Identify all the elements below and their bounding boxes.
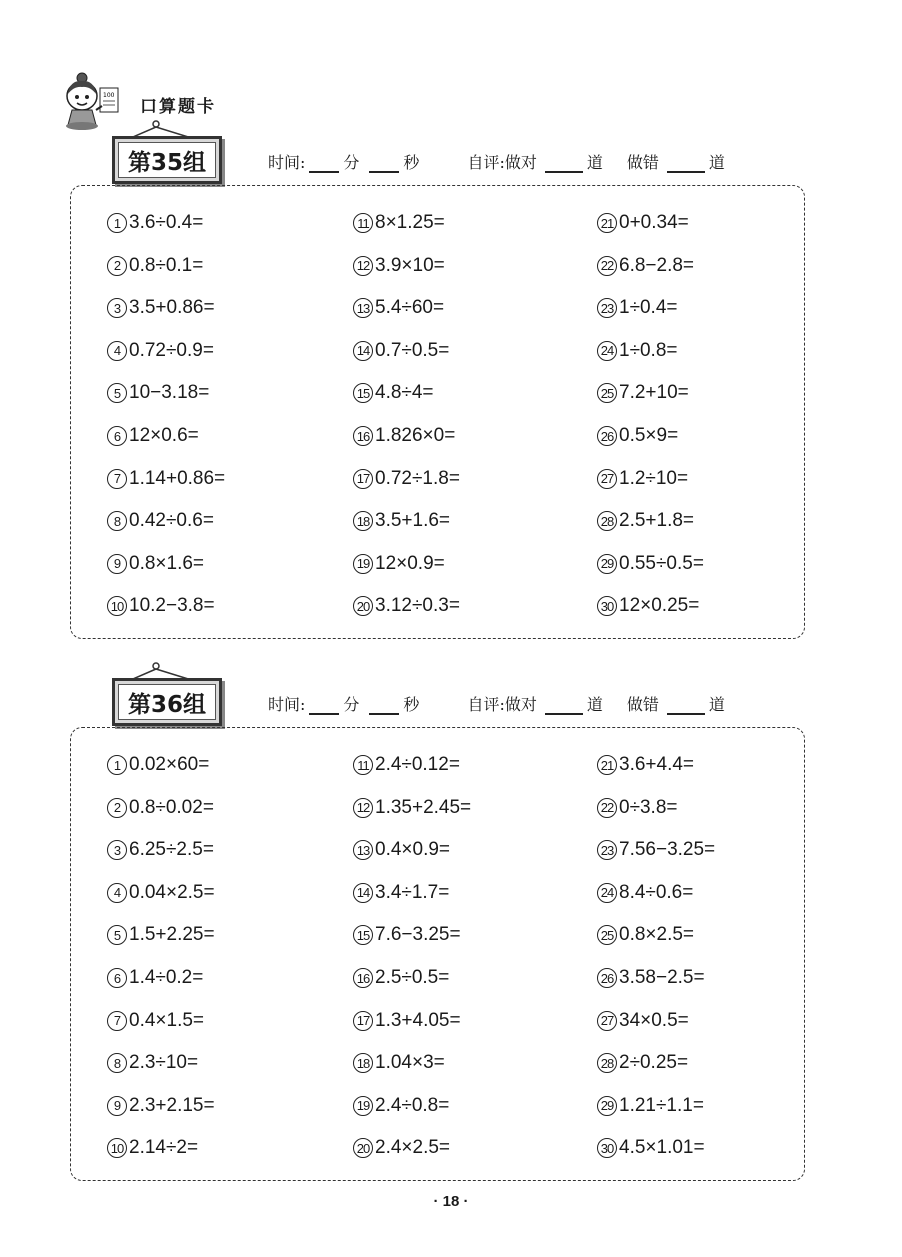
problem-number: 19 [353, 1096, 373, 1116]
problem-expression: 1.3+4.05= [375, 1009, 461, 1031]
problem-expression: 8.4÷0.6= [619, 881, 694, 903]
problem-expression: 0.72÷1.8= [375, 467, 460, 489]
problem-number: 14 [353, 341, 373, 361]
meta-row [268, 692, 725, 715]
problem-item [353, 1010, 461, 1032]
dao-label: 道 [586, 695, 603, 714]
problem-number: 6 [107, 426, 127, 446]
problem-item [107, 1052, 198, 1074]
dao-label: 道 [708, 153, 725, 172]
problem-expression: 12×0.9= [375, 552, 445, 574]
problem-expression: 0.8÷0.02= [129, 796, 214, 818]
problem-item [353, 754, 460, 776]
problem-expression: 1.5+2.25= [129, 924, 215, 946]
problem-number: 24 [597, 883, 617, 903]
minute-label: 分 [343, 695, 360, 714]
problem-item [597, 297, 678, 319]
correct-blank[interactable] [545, 155, 583, 173]
problem-number: 21 [597, 213, 617, 233]
wrong-label: 做错 [626, 695, 659, 714]
problem-expression: 4.5×1.01= [619, 1137, 705, 1159]
problem-item [353, 340, 449, 362]
second-blank[interactable] [369, 155, 399, 173]
problem-expression: 12×0.25= [619, 595, 700, 617]
problem-item [107, 212, 203, 234]
problem-number: 26 [597, 968, 617, 988]
problem-number: 12 [353, 798, 373, 818]
problem-item [597, 882, 693, 904]
problem-number: 13 [353, 840, 373, 860]
problem-box [70, 185, 805, 639]
problem-item [597, 553, 704, 575]
problem-number: 15 [353, 925, 373, 945]
problem-expression: 0.5×9= [619, 425, 679, 446]
problem-item [107, 797, 214, 819]
problem-expression: 6.25÷2.5= [129, 839, 214, 861]
minute-blank[interactable] [309, 155, 339, 173]
problem-expression: 12×0.6= [129, 425, 199, 446]
minute-label: 分 [343, 153, 360, 172]
problem-number: 3 [107, 840, 127, 860]
problem-number: 2 [107, 256, 127, 276]
wrong-blank[interactable] [667, 155, 705, 173]
problem-number: 8 [107, 511, 127, 531]
problem-item [597, 1095, 704, 1117]
problem-item [353, 382, 434, 404]
problem-number: 29 [597, 1096, 617, 1116]
problem-expression: 0.72÷0.9= [129, 339, 214, 361]
problem-number: 11 [353, 213, 373, 233]
problem-item [107, 382, 209, 404]
problem-expression: 0.7÷0.5= [375, 339, 450, 361]
problem-item [597, 382, 689, 404]
problem-expression: 2.4×2.5= [375, 1137, 451, 1159]
problem-expression: 10.2−3.8= [129, 595, 215, 617]
problem-expression: 7.6−3.25= [375, 924, 461, 946]
problem-expression: 0.55÷0.5= [619, 552, 704, 574]
problem-item [107, 553, 204, 575]
problem-number: 2 [107, 798, 127, 818]
problem-number: 3 [107, 298, 127, 318]
problem-item [353, 839, 450, 861]
problem-number: 23 [597, 298, 617, 318]
problem-number: 23 [597, 840, 617, 860]
problem-expression: 10−3.18= [129, 382, 210, 404]
problem-expression: 1.826×0= [375, 425, 456, 446]
problem-item [597, 797, 678, 819]
problem-expression: 1.04×3= [375, 1052, 445, 1074]
problem-item [107, 510, 214, 532]
problem-number: 4 [107, 341, 127, 361]
problem-number: 15 [353, 383, 373, 403]
problem-number: 26 [597, 426, 617, 446]
problem-expression: 2.5÷0.5= [375, 967, 450, 988]
problem-expression: 1.14+0.86= [129, 467, 226, 489]
problem-number: 18 [353, 1053, 373, 1073]
problem-item [353, 1095, 449, 1117]
problem-expression: 2.14÷2= [129, 1137, 199, 1159]
problem-expression: 3.58−2.5= [619, 967, 705, 988]
problem-number: 8 [107, 1053, 127, 1073]
problem-expression: 4.8÷4= [375, 382, 434, 404]
problem-number: 14 [353, 883, 373, 903]
problem-box [70, 727, 805, 1181]
problem-item [107, 255, 203, 277]
problem-number: 10 [107, 596, 127, 616]
problem-number: 11 [353, 755, 373, 775]
problem-item [597, 212, 689, 234]
problem-item [353, 553, 445, 575]
problem-item [107, 1095, 215, 1117]
problem-number: 18 [353, 511, 373, 531]
problem-expression: 0.02×60= [129, 754, 210, 775]
problem-number: 16 [353, 426, 373, 446]
problem-item [107, 297, 215, 319]
problem-expression: 2.3÷10= [129, 1052, 199, 1074]
problem-item [597, 967, 705, 989]
problem-expression: 2.5+1.8= [619, 510, 695, 532]
problem-expression: 0.8×2.5= [619, 924, 695, 946]
problem-expression: 0.8÷0.1= [129, 254, 204, 276]
time-label: 时间: [268, 695, 306, 714]
problem-item [353, 510, 450, 532]
problem-item [597, 255, 694, 277]
problem-number: 9 [107, 1096, 127, 1116]
problem-item [597, 924, 694, 946]
correct-label: 自评:做对 [467, 153, 537, 172]
problem-expression: 0.4×1.5= [129, 1009, 205, 1031]
problem-number: 28 [597, 1053, 617, 1073]
problem-expression: 2.3+2.15= [129, 1094, 215, 1116]
second-label: 秒 [403, 695, 420, 714]
problem-number: 30 [597, 596, 617, 616]
problem-item [597, 1052, 688, 1074]
problem-number: 12 [353, 256, 373, 276]
problem-item [107, 468, 225, 490]
problem-number: 20 [353, 1138, 373, 1158]
problem-number: 6 [107, 968, 127, 988]
problem-item [107, 924, 215, 946]
problem-number: 19 [353, 554, 373, 574]
problem-expression: 6.8−2.8= [619, 254, 695, 276]
problem-expression: 5.4÷60= [375, 297, 445, 319]
problem-expression: 3.4÷1.7= [375, 881, 450, 903]
problem-number: 16 [353, 968, 373, 988]
problem-number: 4 [107, 883, 127, 903]
problem-number: 21 [597, 755, 617, 775]
time-label: 时间: [268, 153, 306, 172]
problem-number: 10 [107, 1138, 127, 1158]
problem-number: 1 [107, 213, 127, 233]
dao-label: 道 [586, 153, 603, 172]
problem-number: 25 [597, 925, 617, 945]
wrong-blank[interactable] [667, 697, 705, 715]
problem-expression: 1÷0.4= [619, 297, 678, 319]
problem-item [353, 1137, 450, 1159]
meta-row [268, 150, 725, 173]
problem-number: 1 [107, 755, 127, 775]
problem-number: 22 [597, 256, 617, 276]
problem-expression: 7.2+10= [619, 382, 689, 404]
problem-item [107, 1137, 198, 1159]
problem-item [107, 967, 203, 989]
problem-item [353, 1052, 445, 1074]
problem-expression: 1.21÷1.1= [619, 1094, 704, 1116]
problem-number: 29 [597, 554, 617, 574]
wrong-label: 做错 [626, 153, 659, 172]
problem-item [107, 595, 215, 617]
problem-item [353, 797, 471, 819]
problem-expression: 0.04×2.5= [129, 881, 215, 903]
problem-number: 5 [107, 383, 127, 403]
group-title: 第35组 [118, 142, 216, 178]
problem-expression: 3.5+0.86= [129, 297, 215, 319]
problem-expression: 2÷0.25= [619, 1052, 689, 1074]
problem-number: 28 [597, 511, 617, 531]
header-title: 口算题卡 [140, 97, 216, 117]
problem-item [353, 882, 449, 904]
problem-number: 17 [353, 469, 373, 489]
group-title: 第36组 [118, 684, 216, 720]
problem-item [353, 255, 445, 277]
group-title-sign [108, 118, 226, 178]
problem-expression: 2.4÷0.8= [375, 1094, 450, 1116]
problem-item [353, 212, 445, 234]
problem-expression: 3.12÷0.3= [375, 595, 460, 617]
problem-item [107, 754, 209, 776]
correct-blank[interactable] [545, 697, 583, 715]
problem-item [107, 425, 199, 447]
problem-expression: 1÷0.8= [619, 339, 678, 361]
problem-expression: 3.6÷0.4= [129, 212, 204, 233]
second-label: 秒 [403, 153, 420, 172]
svg-text:100: 100 [103, 92, 115, 99]
problem-expression: 3.5+1.6= [375, 510, 451, 532]
problem-item [107, 1010, 204, 1032]
group-title-sign [108, 660, 226, 720]
dao-label: 道 [708, 695, 725, 714]
problem-item [597, 754, 694, 776]
problem-item [107, 839, 214, 861]
problem-item [353, 967, 449, 989]
problem-number: 13 [353, 298, 373, 318]
problem-item [353, 297, 444, 319]
problem-number: 22 [597, 798, 617, 818]
second-blank[interactable] [369, 697, 399, 715]
problem-expression: 1.35+2.45= [375, 796, 472, 818]
problem-item [597, 510, 694, 532]
problem-expression: 3.6+4.4= [619, 754, 695, 775]
problem-number: 30 [597, 1138, 617, 1158]
problem-expression: 2.4÷0.12= [375, 754, 460, 775]
problem-number: 25 [597, 383, 617, 403]
problem-item [597, 1137, 705, 1159]
problem-expression: 0÷3.8= [619, 796, 678, 818]
problem-expression: 3.9×10= [375, 254, 445, 276]
minute-blank[interactable] [309, 697, 339, 715]
problem-item [597, 468, 688, 490]
problem-number: 24 [597, 341, 617, 361]
problem-number: 17 [353, 1011, 373, 1031]
problem-item [597, 425, 678, 447]
problem-expression: 34×0.5= [619, 1009, 689, 1031]
problem-number: 20 [353, 596, 373, 616]
problem-number: 5 [107, 925, 127, 945]
problem-item [107, 340, 214, 362]
problem-expression: 8×1.25= [375, 212, 445, 233]
problem-item [597, 1010, 689, 1032]
problem-item [597, 595, 699, 617]
problem-item [353, 595, 460, 617]
problem-item [353, 425, 455, 447]
problem-number: 27 [597, 1011, 617, 1031]
problem-expression: 0.8×1.6= [129, 552, 205, 574]
problem-expression: 0.4×0.9= [375, 839, 451, 861]
problem-item [107, 882, 215, 904]
correct-label: 自评:做对 [467, 695, 537, 714]
problem-expression: 1.2÷10= [619, 467, 689, 489]
problem-expression: 1.4÷0.2= [129, 967, 204, 988]
problem-number: 9 [107, 554, 127, 574]
problem-number: 27 [597, 469, 617, 489]
problem-expression: 0.42÷0.6= [129, 510, 214, 532]
page-number: · 18 · [433, 1193, 469, 1210]
problem-number: 7 [107, 1011, 127, 1031]
problem-number: 7 [107, 469, 127, 489]
problem-item [597, 839, 715, 861]
problem-item [353, 468, 460, 490]
problem-expression: 0+0.34= [619, 212, 689, 233]
problem-item [353, 924, 461, 946]
problem-item [597, 340, 678, 362]
problem-expression: 7.56−3.25= [619, 839, 716, 861]
